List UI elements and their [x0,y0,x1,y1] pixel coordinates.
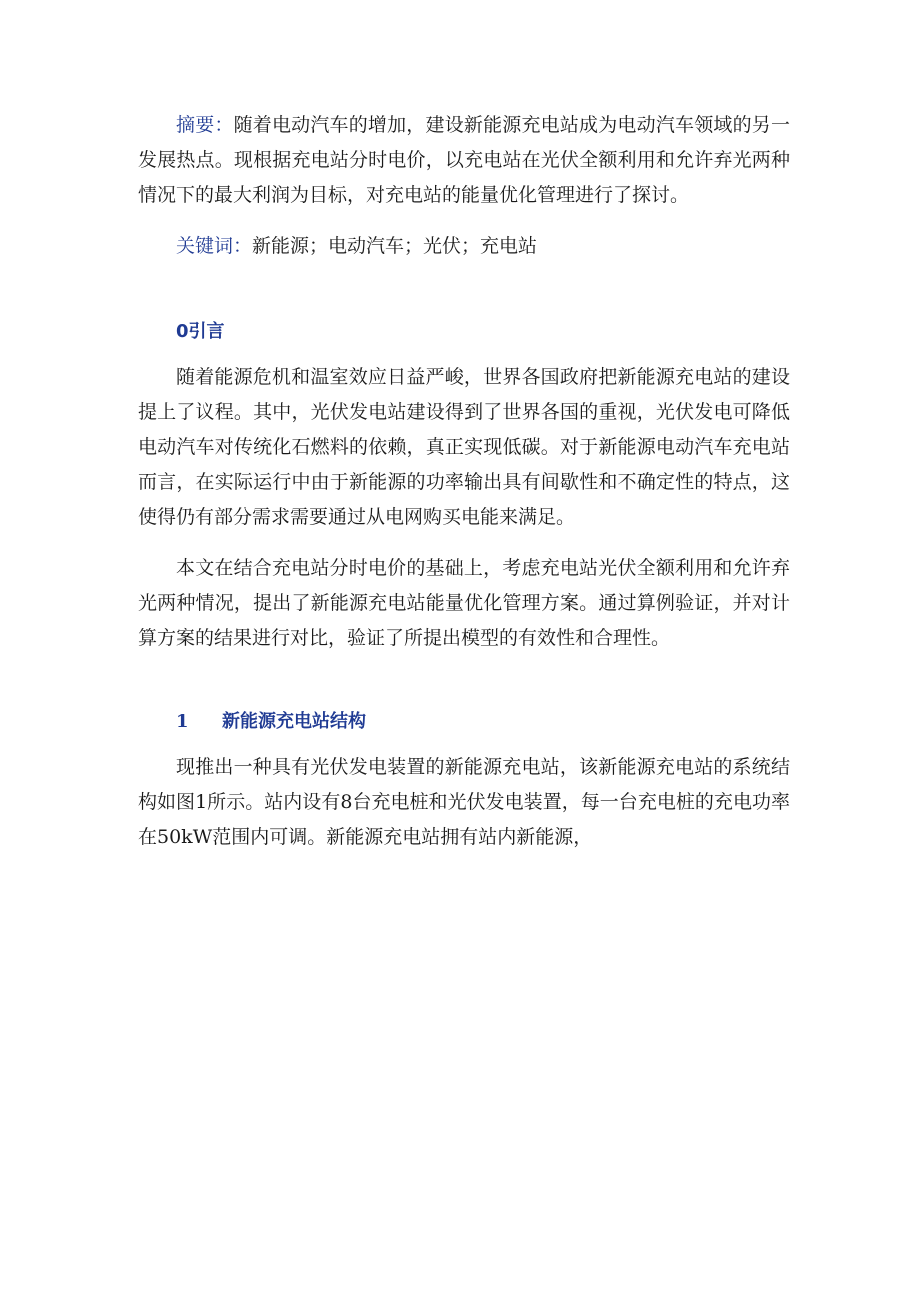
section-1-title: 新能源充电站结构 [222,711,366,732]
keywords-text: 新能源；电动汽车；光伏；充电站 [252,235,538,257]
abstract-paragraph [138,108,790,213]
section-1-paragraph-1: 现推出一种具有光伏发电装置的新能源充电站，该新能源充电站的系统结构如图1所示。站内设有8台充电桩和光伏发电装置，每一台充电桩的充电功率在50kW范围内可调。新能源充电站拥有站内新能源， [138,756,790,848]
section-0-heading: 0引言 [176,321,225,342]
abstract-label: 摘要： [176,114,234,136]
section-0-paragraph-2: 本文在结合充电站分时电价的基础上，考虑充电站光伏全额利用和允许弃光两种情况，提出了新能源充电站能量优化管理方案。通过算例验证，并对计算方案的结果进行对比，验证了所提出模型的有效性和合理性。 [138,557,790,649]
document-content [138,108,790,855]
keywords-label: 关键词： [176,235,253,257]
section-1-heading [138,706,790,738]
abstract-text: 随着电动汽车的增加，建设新能源充电站成为电动汽车领域的另一发展热点。现根据充电站分时电价，以充电站在光伏全额利用和允许弃光两种情况下的最大利润为目标，对充电站的能量优化管理进行了探讨。 [138,114,790,206]
keywords-paragraph [138,229,790,264]
section-0-paragraph-1: 随着能源危机和温室效应日益严峻，世界各国政府把新能源充电站的建设提上了议程。其中，光伏发电站建设得到了世界各国的重视，光伏发电可降低电动汽车对传统化石燃料的依赖，真正实现低碳。对于新能源电动汽车充电站而言，在实际运行中由于新能源的功率输出具有间歇性和不确定性的特点，这使得仍有部分需求需要通过从电网购买电能来满足。 [138,366,790,528]
section-1-number: 1 [176,711,189,732]
